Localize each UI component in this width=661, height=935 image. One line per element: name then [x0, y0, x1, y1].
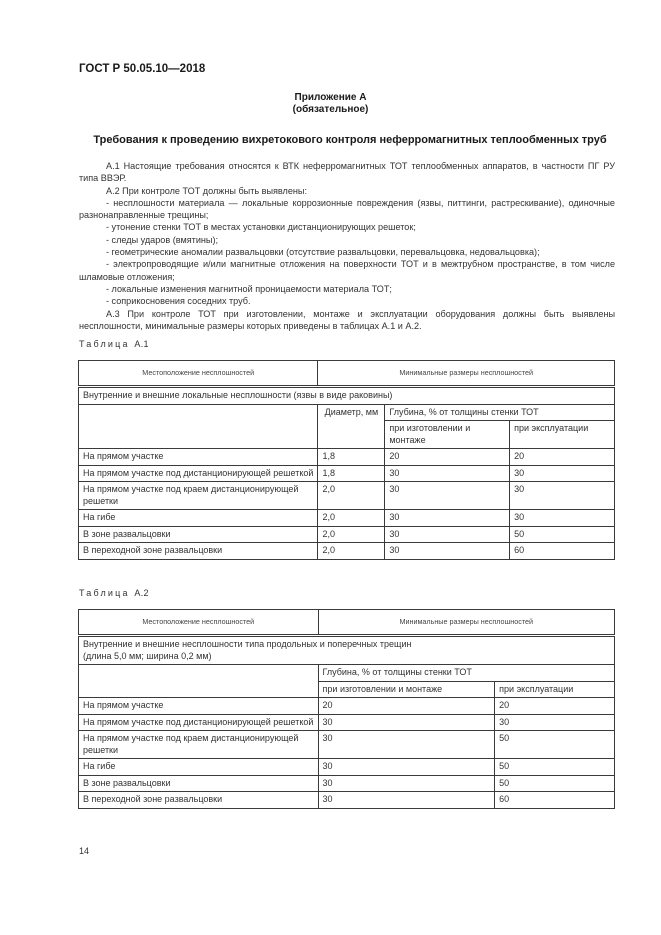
table-row	[79, 731, 615, 759]
group-title: Внутренние и внешние локальные несплошности (язвы в виде раковины)	[79, 387, 615, 405]
col-operation: при эксплуатации	[495, 681, 615, 698]
cell-diameter: 2,0	[318, 510, 385, 527]
cell-location: В переходной зоне развальцовки	[79, 543, 318, 560]
table-row	[79, 759, 615, 776]
table-caption-number: А.1	[134, 339, 149, 349]
table-caption-number: А.2	[134, 588, 149, 598]
cell-location: На прямом участке под дистанционирующей решеткой	[79, 714, 319, 731]
cell-location: На прямом участке	[79, 698, 319, 715]
list-item: - следы ударов (вмятины);	[106, 234, 219, 245]
cell-operation: 30	[510, 482, 615, 510]
group-title	[79, 636, 615, 665]
cell-location: На прямом участке под краем дистанционирующей решетки	[79, 731, 319, 759]
header-sizes: Минимальные размеры несплошностей	[318, 610, 614, 636]
cell-manufacture: 30	[385, 526, 510, 543]
table-a2	[78, 609, 615, 809]
paragraph-a2: А.2 При контроле ТОТ должны быть выявлены:	[106, 185, 307, 196]
table-a2-caption	[79, 588, 149, 598]
group-title-dimensions: (длина 5,0 мм; ширина 0,2 мм)	[83, 650, 212, 661]
list-item: - локальные изменения магнитной проницаемости материала ТОТ;	[106, 283, 392, 294]
cell-operation: 20	[510, 449, 615, 466]
table-row	[79, 510, 615, 527]
group-title-main: Внутренние и внешние несплошности типа продольных и поперечных трещин	[83, 639, 412, 649]
cell-operation: 50	[495, 759, 615, 776]
cell-manufacture: 30	[385, 465, 510, 482]
section-title: Требования к проведению вихретокового контроля неферромагнитных теплообменных труб	[93, 134, 607, 146]
cell-manufacture: 30	[318, 792, 495, 809]
table-a1	[78, 360, 615, 560]
empty-cell	[79, 665, 319, 698]
cell-operation: 30	[510, 465, 615, 482]
cell-location: На прямом участке под краем дистанционирующей решетки	[79, 482, 318, 510]
cell-manufacture: 20	[318, 698, 495, 715]
cell-location: На гибе	[79, 759, 319, 776]
list-item: - несплошности материала — локальные коррозионные повреждения (язвы, питтинги, растрескивание), одиночные разнонаправленные трещины;	[79, 197, 615, 221]
list-item: - утонение стенки ТОТ в местах установки дистанционирующих решеток;	[106, 222, 416, 233]
paragraph-a3: А.3 При контроле ТОТ при изготовлении, монтаже и эксплуатации оборудования должны быть выявлены несплошности, минимальные размеры которых приведены в таблицах А.1 и А.2.	[79, 308, 615, 331]
table-caption-word: Таблица	[79, 588, 130, 598]
table-row	[79, 792, 615, 809]
table-row	[79, 698, 615, 715]
cell-operation: 60	[510, 543, 615, 560]
cell-operation: 30	[510, 510, 615, 527]
header-location: Местоположение несплошностей	[79, 361, 318, 387]
appendix-status: (обязательное)	[292, 104, 369, 115]
appendix-title: Приложение А	[294, 92, 367, 103]
col-operation: при эксплуатации	[510, 421, 615, 449]
cell-operation: 50	[495, 775, 615, 792]
table-row	[79, 526, 615, 543]
col-depth: Глубина, % от толщины стенки ТОТ	[318, 665, 614, 682]
cell-manufacture: 30	[385, 482, 510, 510]
cell-manufacture: 30	[318, 759, 495, 776]
cell-diameter: 2,0	[318, 526, 385, 543]
header-sizes: Минимальные размеры несплошностей	[318, 361, 615, 387]
table-row	[79, 543, 615, 560]
cell-diameter: 1,8	[318, 465, 385, 482]
cell-operation: 20	[495, 698, 615, 715]
cell-diameter: 2,0	[318, 543, 385, 560]
header-location: Местоположение несплошностей	[79, 610, 319, 636]
cell-manufacture: 20	[385, 449, 510, 466]
cell-location: На прямом участке под дистанционирующей решеткой	[79, 465, 318, 482]
list-item: - геометрические аномалии развальцовки (отсутствие развальцовки, перевальцовка, недовальцовка);	[106, 247, 540, 258]
col-diameter: Диаметр, мм	[318, 404, 385, 449]
list-item: - соприкосновения соседних труб.	[106, 296, 251, 307]
cell-manufacture: 30	[318, 714, 495, 731]
cell-diameter: 2,0	[318, 482, 385, 510]
cell-manufacture: 30	[385, 543, 510, 560]
list-item: - электропроводящие и/или магнитные отложения на поверхности ТОТ и в межтрубном пространстве, в том числе шламовые отложения;	[79, 259, 615, 282]
cell-manufacture: 30	[318, 731, 495, 759]
body-text	[79, 160, 615, 332]
page-number: 14	[79, 846, 90, 856]
cell-location: В зоне развальцовки	[79, 526, 318, 543]
col-manufacture: при изготовлении и монтаже	[385, 421, 510, 449]
table-row	[79, 482, 615, 510]
cell-location: На гибе	[79, 510, 318, 527]
empty-cell	[79, 404, 318, 449]
cell-manufacture: 30	[318, 775, 495, 792]
table-row	[79, 465, 615, 482]
table-row	[79, 714, 615, 731]
cell-operation: 60	[495, 792, 615, 809]
cell-location: В зоне развальцовки	[79, 775, 319, 792]
standard-code: ГОСТ Р 50.05.10—2018	[79, 63, 206, 75]
table-row	[79, 449, 615, 466]
table-a1-caption	[79, 339, 149, 349]
paragraph-a1: А.1 Настоящие требования относятся к ВТК неферромагнитных ТОТ теплообменных аппаратов, в частности ПГ РУ типа ВВЭР.	[79, 161, 615, 184]
table-caption-word: Таблица	[79, 339, 130, 349]
cell-location: На прямом участке	[79, 449, 318, 466]
cell-diameter: 1,8	[318, 449, 385, 466]
cell-location: В переходной зоне развальцовки	[79, 792, 319, 809]
cell-manufacture: 30	[385, 510, 510, 527]
cell-operation: 50	[510, 526, 615, 543]
col-manufacture: при изготовлении и монтаже	[318, 681, 495, 698]
table-row	[79, 775, 615, 792]
cell-operation: 30	[495, 714, 615, 731]
col-depth: Глубина, % от толщины стенки ТОТ	[385, 404, 615, 421]
cell-operation: 50	[495, 731, 615, 759]
